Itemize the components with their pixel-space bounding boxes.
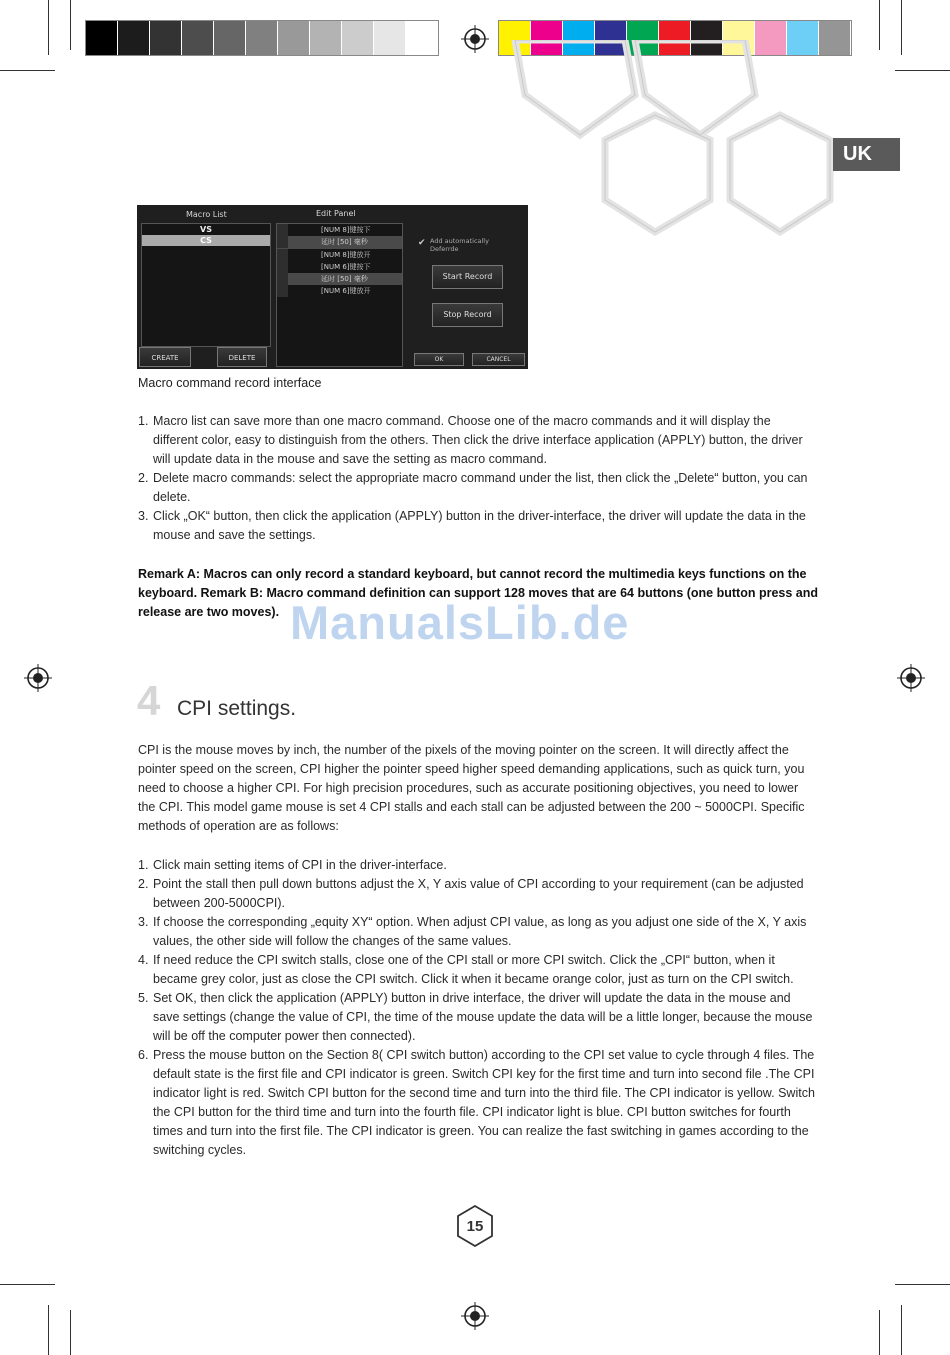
color-swatch <box>182 21 214 55</box>
edit-panel-row[interactable] <box>277 236 402 248</box>
color-swatch <box>150 21 182 55</box>
crop-mark <box>70 1310 71 1355</box>
page-number-badge <box>456 1205 494 1247</box>
color-swatch <box>278 21 310 55</box>
checkmark-icon: ✔ <box>418 238 426 248</box>
list-item-text: Click main setting items of CPI in the driver-interface. <box>153 858 447 872</box>
create-button[interactable]: CREATE <box>139 347 191 367</box>
figure-caption: Macro command record interface <box>138 376 322 390</box>
crop-mark <box>70 0 71 50</box>
crop-mark <box>895 1284 950 1285</box>
edit-row-text: [NUM 6]键按下 <box>321 262 371 271</box>
edit-panel-title: Edit Panel <box>316 209 356 218</box>
start-record-button[interactable]: Start Record <box>432 265 503 289</box>
macro-list-item[interactable]: CS <box>142 235 270 246</box>
color-swatch <box>342 21 374 55</box>
list-item-text: Press the mouse button on the Section 8( CPI switch button) according to the CPI set value to cycle through 4 files. The default state is the first file and CPI indicator is green. Switch CPI key for the first time and turn into second file .The CPI indicator light is red. Switch CPI button for the second time and turn into the third file. The CPI indicator is yellow. Switch the CPI button for the third time and turn into the fourth file. CPI indicator light is blue. CPI button switches for fourth times and turn into the first file. The CPI indicator is green. You can realize the fast switching in games according to the switching cycles. <box>153 1048 815 1157</box>
registration-mark-icon <box>461 25 489 53</box>
cpi-steps-list <box>138 856 818 1160</box>
row-index-cell <box>277 236 288 248</box>
row-index-cell <box>277 273 288 285</box>
section-title: CPI settings. <box>177 697 297 720</box>
color-swatch <box>86 21 118 55</box>
edit-panel-row[interactable] <box>277 224 402 236</box>
add-automatically-checkbox[interactable] <box>420 237 489 253</box>
edit-panel[interactable] <box>276 223 403 367</box>
list-item <box>138 856 818 875</box>
list-item-number: 3. <box>138 915 149 929</box>
list-item-text: Macro list can save more than one macro command. Choose one of the macro commands and it will display the different color, easy to distinguish from the others. Then click the drive interface application (APPLY) button, the driver will update data in the mouse and save the setting as macro command. <box>153 414 803 466</box>
row-index-cell <box>277 285 288 297</box>
remark-text: Remark A: Macros can only record a standard keyboard, but cannot record the multimedia keys functions on the keyboard. Remark B: Macro command definition can support 128 moves that are 64 buttons (one button press and release are two moves). <box>138 567 818 619</box>
edit-row-text: [NUM 6]键放开 <box>321 287 371 296</box>
crop-mark <box>48 0 49 55</box>
list-item-number: 6. <box>138 1048 149 1062</box>
list-item-text: If choose the corresponding „equity XY“ option. When adjust CPI value, as long as you adjust one side of the X, Y axis values, the other side will follow the changes of the same values. <box>153 915 807 948</box>
gray-color-bar <box>85 20 439 56</box>
add-automatically-label: Add automatically <box>430 237 489 245</box>
edit-row-text: 延时 [50] 毫秒 <box>321 238 368 247</box>
edit-row-text: [NUM 8]键按下 <box>321 226 371 234</box>
crop-mark <box>901 1305 902 1355</box>
macro-software-screenshot <box>137 205 528 369</box>
cancel-button[interactable]: CANCEL <box>472 353 525 366</box>
color-swatch <box>374 21 406 55</box>
list-item-text: Click „OK“ button, then click the application (APPLY) button in the driver-interface, the driver will update the data in the mouse and save the settings. <box>153 509 806 542</box>
list-item <box>138 875 818 913</box>
registration-mark-icon <box>897 664 925 692</box>
cpi-intro: CPI is the mouse moves by inch, the number of the pixels of the moving pointer on the screen. It will directly affect the pointer speed on the screen, CPI higher the pointer speed higher speed demanding applications, such as quick turn, you need to choose a higher CPI. For high precision procedures, such as accurate positioning objectives, you need to lower the CPI. This model game mouse is set 4 CPI stalls and each stall can be adjusted between the 200 ~ 5000CPI. Specific methods of operation are as follows: <box>138 743 805 833</box>
list-item-text: Delete macro commands: select the appropriate macro command under the list, then click the „Delete“ button, you can delete. <box>153 471 808 504</box>
color-swatch <box>310 21 342 55</box>
edit-row-text: 延时 [50] 毫秒 <box>321 275 368 284</box>
edit-panel-row[interactable] <box>277 249 402 261</box>
list-item-number: 1. <box>138 858 149 872</box>
list-item <box>138 1046 818 1160</box>
list-item-number: 2. <box>138 471 149 485</box>
list-item-number: 1. <box>138 414 149 428</box>
page-number: 15 <box>466 1218 484 1235</box>
list-item-number: 3. <box>138 509 149 523</box>
section-number: 4 <box>137 677 161 724</box>
edit-panel-row[interactable] <box>277 261 402 273</box>
crop-mark <box>879 1310 880 1355</box>
macro-steps-list <box>138 412 818 545</box>
row-index-cell <box>277 249 288 261</box>
stop-record-button[interactable]: Stop Record <box>432 303 503 327</box>
color-swatch <box>246 21 278 55</box>
list-item <box>138 913 818 951</box>
edit-panel-row[interactable] <box>277 273 402 285</box>
list-item-text: If need reduce the CPI switch stalls, close one of the CPI stall or more CPI switch. Click the „CPI“ button, when it became grey color, just as close the CPI switch. Click it when it became orange color, just as turn on the CPI switch. <box>153 953 794 986</box>
macro-list[interactable] <box>141 223 271 347</box>
list-item <box>138 412 818 469</box>
row-index-cell <box>277 224 288 236</box>
list-item-number: 4. <box>138 953 149 967</box>
edit-panel-row[interactable] <box>277 285 402 297</box>
list-item-text: Set OK, then click the application (APPLY) button in drive interface, the driver will update the data in the mouse and save settings (change the value of CPI, the time of the mouse update the data will be a little longer, because the mouse will be off the computer power then connected). <box>153 991 813 1043</box>
watermark: ManualsLib.de <box>290 596 630 649</box>
crop-mark <box>879 0 880 50</box>
deferrde-label: Deferrde <box>430 245 459 253</box>
crop-mark <box>0 70 55 71</box>
list-item-number: 2. <box>138 877 149 891</box>
list-item <box>138 469 818 507</box>
registration-mark-icon <box>461 1302 489 1330</box>
crop-mark <box>901 0 902 55</box>
list-item <box>138 951 818 989</box>
crop-mark <box>895 70 950 71</box>
hexagon-decoration <box>505 40 835 245</box>
list-item-number: 5. <box>138 991 149 1005</box>
region-tag: UK <box>833 138 900 171</box>
ok-button[interactable]: OK <box>414 353 464 366</box>
row-index-cell <box>277 261 288 273</box>
list-item <box>138 507 818 545</box>
registration-mark-icon <box>24 664 52 692</box>
list-item-text: Point the stall then pull down buttons adjust the X, Y axis value of CPI according to your requirement (can be adjusted between 200-5000CPI). <box>153 877 804 910</box>
color-swatch <box>214 21 246 55</box>
crop-mark <box>48 1305 49 1355</box>
color-swatch <box>406 21 438 55</box>
edit-row-text: [NUM 8]键放开 <box>321 250 371 259</box>
macro-list-title: Macro List <box>186 210 227 219</box>
color-swatch <box>118 21 150 55</box>
macro-list-item[interactable]: VS <box>200 225 212 234</box>
list-item <box>138 989 818 1046</box>
crop-mark <box>0 1284 55 1285</box>
delete-button[interactable]: DELETE <box>217 347 267 367</box>
